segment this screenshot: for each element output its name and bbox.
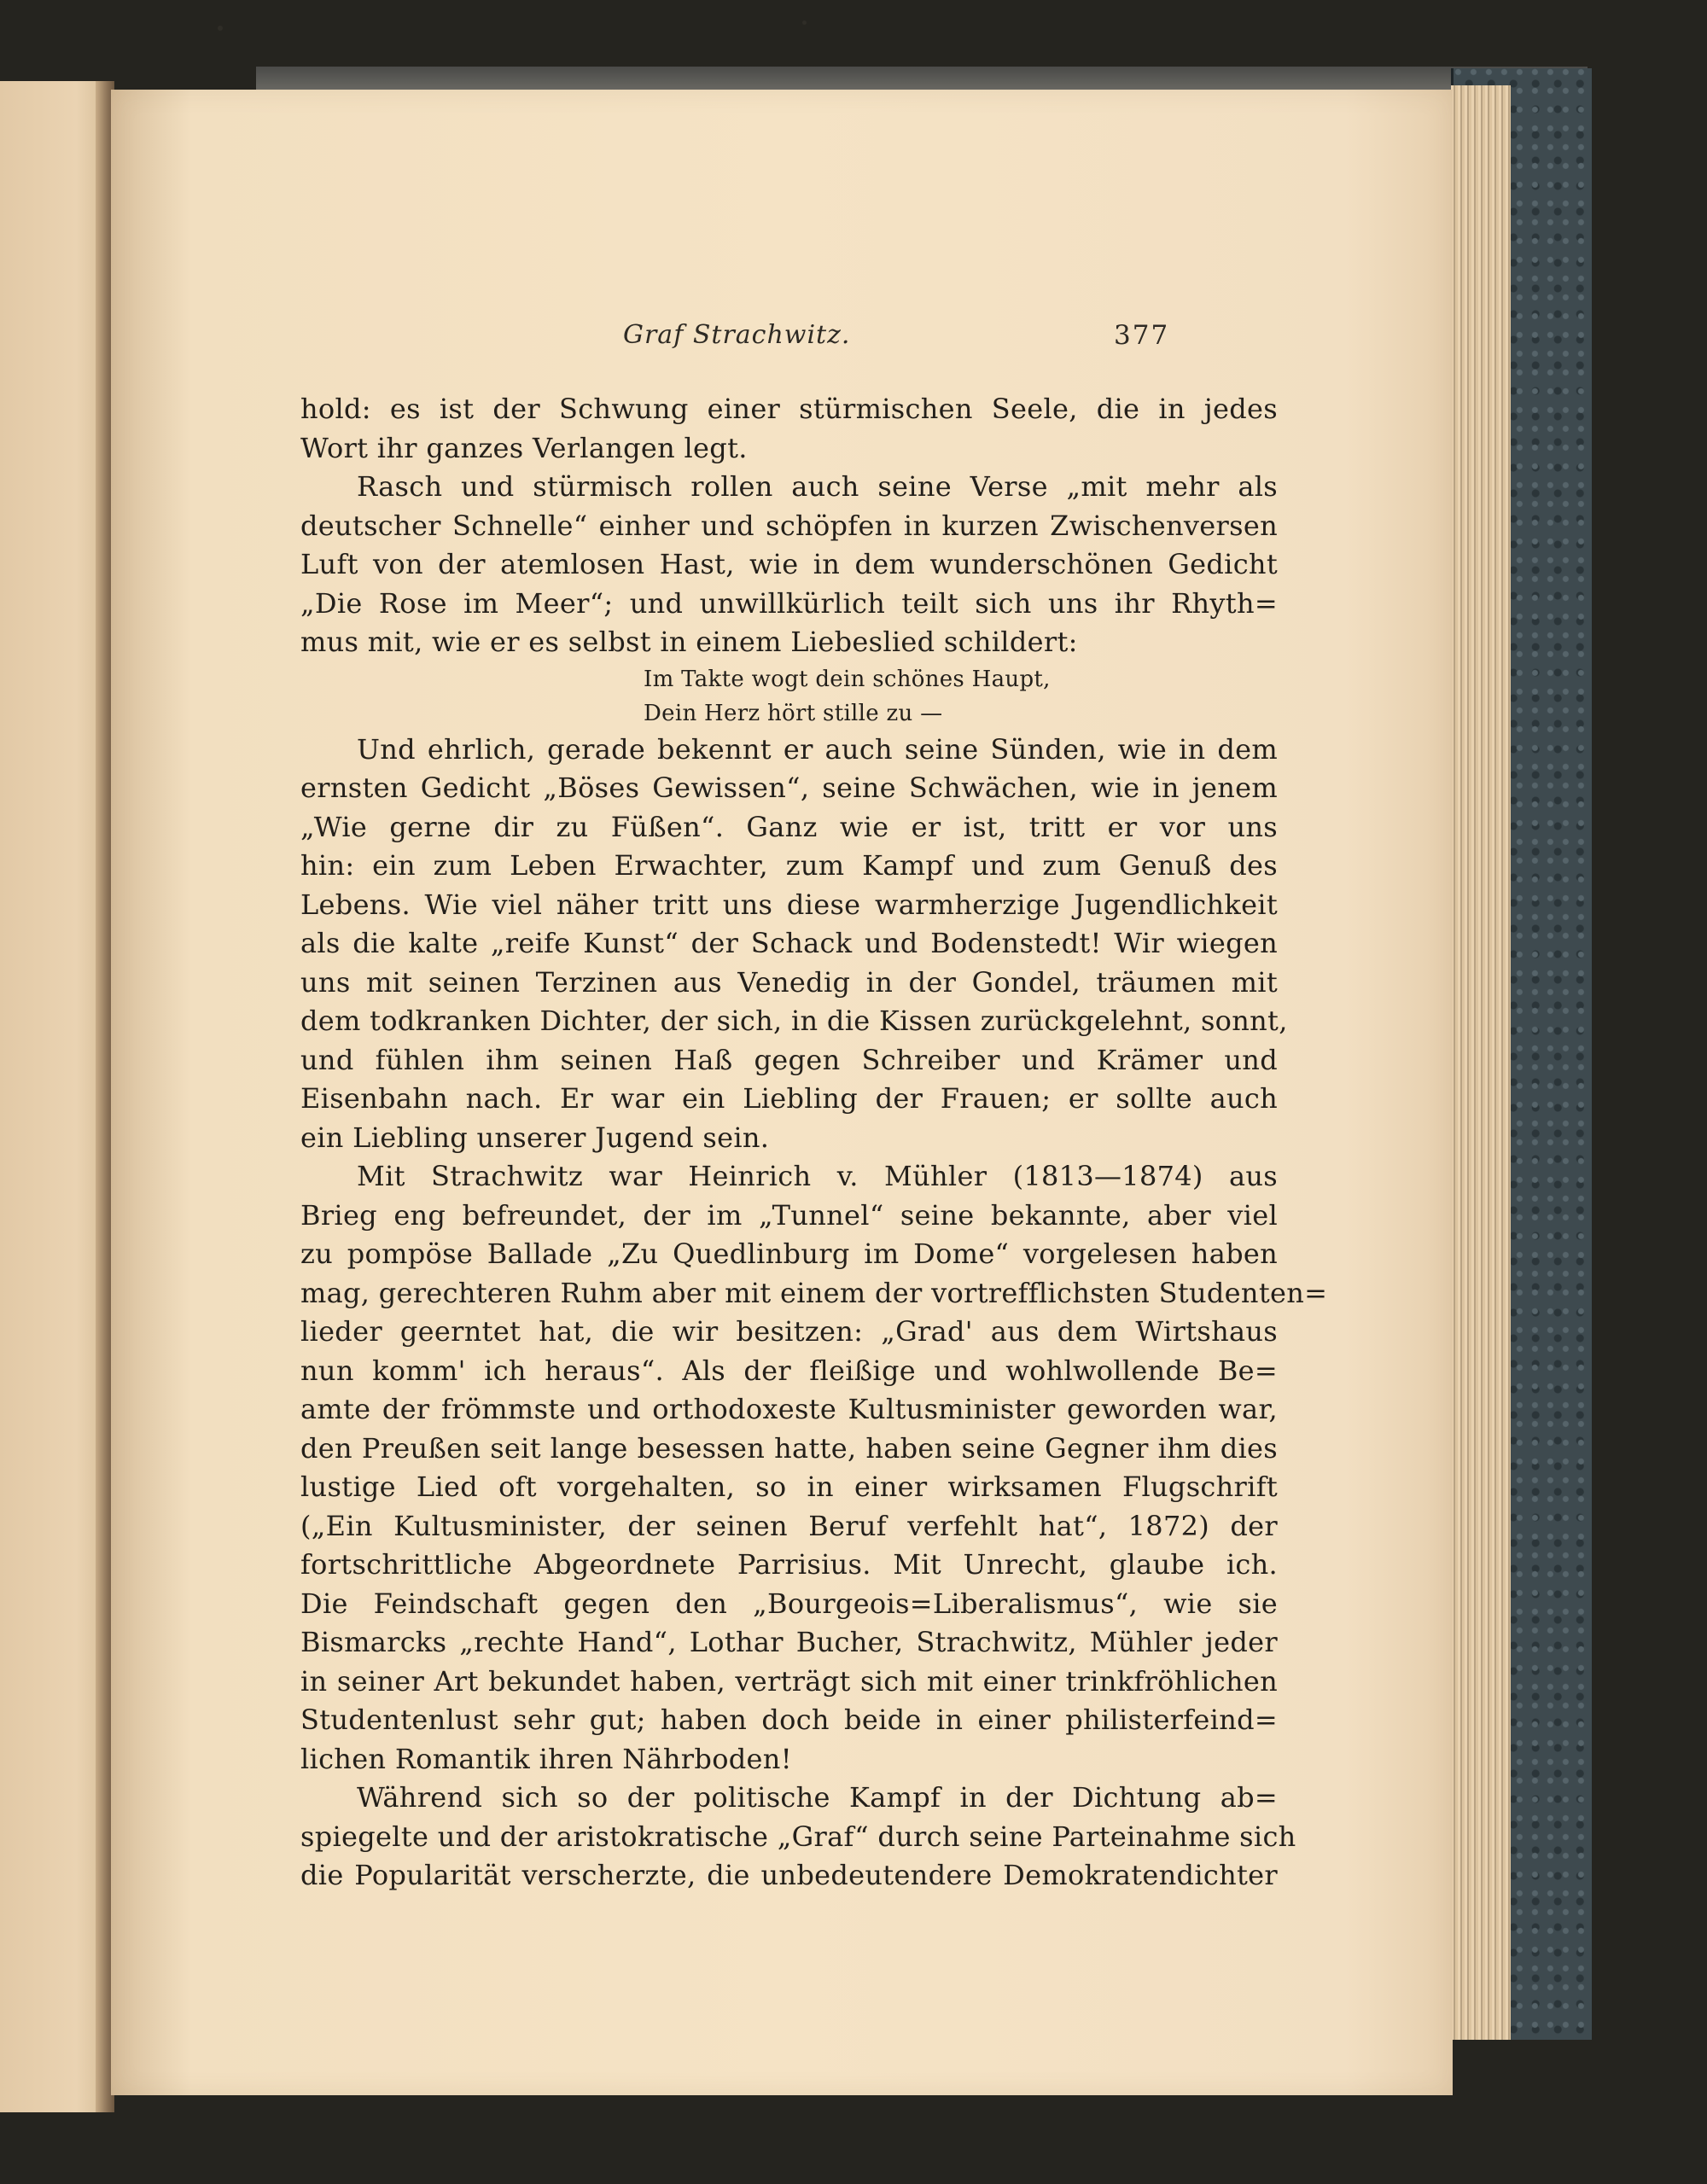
verse-line: Im Takte wogt dein schönes Haupt,: [644, 666, 1051, 692]
background-speck: [802, 20, 807, 25]
text-line: fortschrittliche Abgeordnete Parrisius. Mit Unrecht, glaube ich.: [300, 1548, 1278, 1581]
text-line: als die kalte „reife Kunst“ der Schack und Bodenstedt! Wir wiegen: [300, 927, 1278, 959]
background-speck: [218, 26, 223, 31]
text-line: die Popularität verscherzte, die unbedeutendere Demokratendichter: [300, 1859, 1278, 1891]
text-line: dem todkranken Dichter, der sich, in die Kissen zurückgelehnt, sonnt,: [300, 1005, 1288, 1037]
text-line: Brieg eng befreundet, der im „Tunnel“ seine bekannte, aber viel: [300, 1198, 1278, 1232]
text-line: Luft von der atemlosen Hast, wie in dem wunderschönen Gedicht: [300, 548, 1278, 580]
text-line: Eisenbahn nach. Er war ein Liebling der Frauen; er sollte auch: [300, 1082, 1278, 1115]
text-line: lichen Romantik ihren Nährboden!: [300, 1742, 792, 1775]
text-line: („Ein Kultusminister, der seinen Beruf verfehlt hat“, 1872) der: [300, 1509, 1278, 1542]
text-line: Lebens. Wie viel näher tritt uns diese warmherzige Jugendlichkeit: [300, 888, 1278, 921]
book-page: [111, 90, 1453, 2095]
text-line: „Die Rose im Meer“; und unwillkürlich teilt sich uns ihr Rhyth=: [300, 586, 1278, 620]
text-line: nun komm' ich heraus“. Als der fleißige und wohlwollende Be=: [300, 1354, 1278, 1387]
text-line: Bismarcks „rechte Hand“, Lothar Bucher, Strachwitz, Mühler jeder: [300, 1626, 1278, 1658]
running-head: [111, 320, 1453, 363]
text-line: lieder geerntet hat, die wir besitzen: „Grad' aus dem Wirtshaus: [300, 1315, 1278, 1348]
text-line: und fühlen ihm seinen Haß gegen Schreiber und Krämer und: [300, 1043, 1278, 1076]
text-line: Studentenlust sehr gut; haben doch beide in einer philisterfeind=: [300, 1704, 1278, 1736]
page-number: 377: [1114, 320, 1170, 351]
text-line: Wort ihr ganzes Verlangen legt.: [300, 431, 748, 464]
text-line: deutscher Schnelle“ einher und schöpfen in kurzen Zwischenversen: [300, 509, 1278, 542]
text-line: amte der frömmste und orthodoxeste Kultusminister geworden war,: [300, 1393, 1278, 1425]
text-line: ein Liebling unserer Jugend sein.: [300, 1121, 770, 1154]
text-line: zu pompöse Ballade „Zu Quedlinburg im Dome“ vorgelesen haben: [300, 1238, 1278, 1270]
text-line: spiegelte und der aristokratische „Graf“ durch seine Parteinahme sich: [300, 1820, 1296, 1853]
book-cover-top-edge: [256, 67, 1588, 92]
page-edges-stack: [1451, 85, 1511, 2040]
running-title: Graf Strachwitz.: [623, 320, 851, 350]
text-line: Mit Strachwitz war Heinrich v. Mühler (1813—1874) aus: [357, 1160, 1278, 1192]
text-line: mag, gerechteren Ruhm aber mit einem der vortrefflichsten Studenten=: [300, 1276, 1328, 1309]
body-text: [300, 390, 1328, 1896]
text-line: hin: ein zum Leben Erwachter, zum Kampf und zum Genuß des: [300, 849, 1278, 882]
text-line: in seiner Art bekundet haben, verträgt sich mit einer trinkfröhlichen: [300, 1664, 1278, 1698]
text-line: Und ehrlich, gerade bekennt er auch seine Sünden, wie in dem: [357, 732, 1278, 766]
text-line: den Preußen seit lange besessen hatte, haben seine Gegner ihm dies: [300, 1431, 1278, 1465]
text-line: uns mit seinen Terzinen aus Venedig in der Gondel, träumen mit: [300, 965, 1278, 999]
text-line: Die Feindschaft gegen den „Bourgeois=Liberalismus“, wie sie: [300, 1587, 1278, 1620]
text-line: hold: es ist der Schwung einer stürmischen Seele, die in jedes: [300, 393, 1278, 425]
verse-line: Dein Herz hört stille zu —: [644, 700, 943, 726]
text-line: lustige Lied oft vorgehalten, so in einer wirksamen Flugschrift: [300, 1471, 1278, 1503]
text-line: mus mit, wie er es selbst in einem Liebeslied schildert:: [300, 626, 1078, 658]
text-line: Rasch und stürmisch rollen auch seine Verse „mit mehr als: [357, 470, 1278, 503]
text-line: Während sich so der politische Kampf in der Dichtung ab=: [357, 1781, 1278, 1814]
previous-page-edge: [0, 81, 109, 2112]
text-line: „Wie gerne dir zu Füßen“. Ganz wie er ist, tritt er vor uns: [300, 810, 1278, 843]
text-line: ernsten Gedicht „Böses Gewissen“, seine Schwächen, wie in jenem: [300, 772, 1278, 804]
